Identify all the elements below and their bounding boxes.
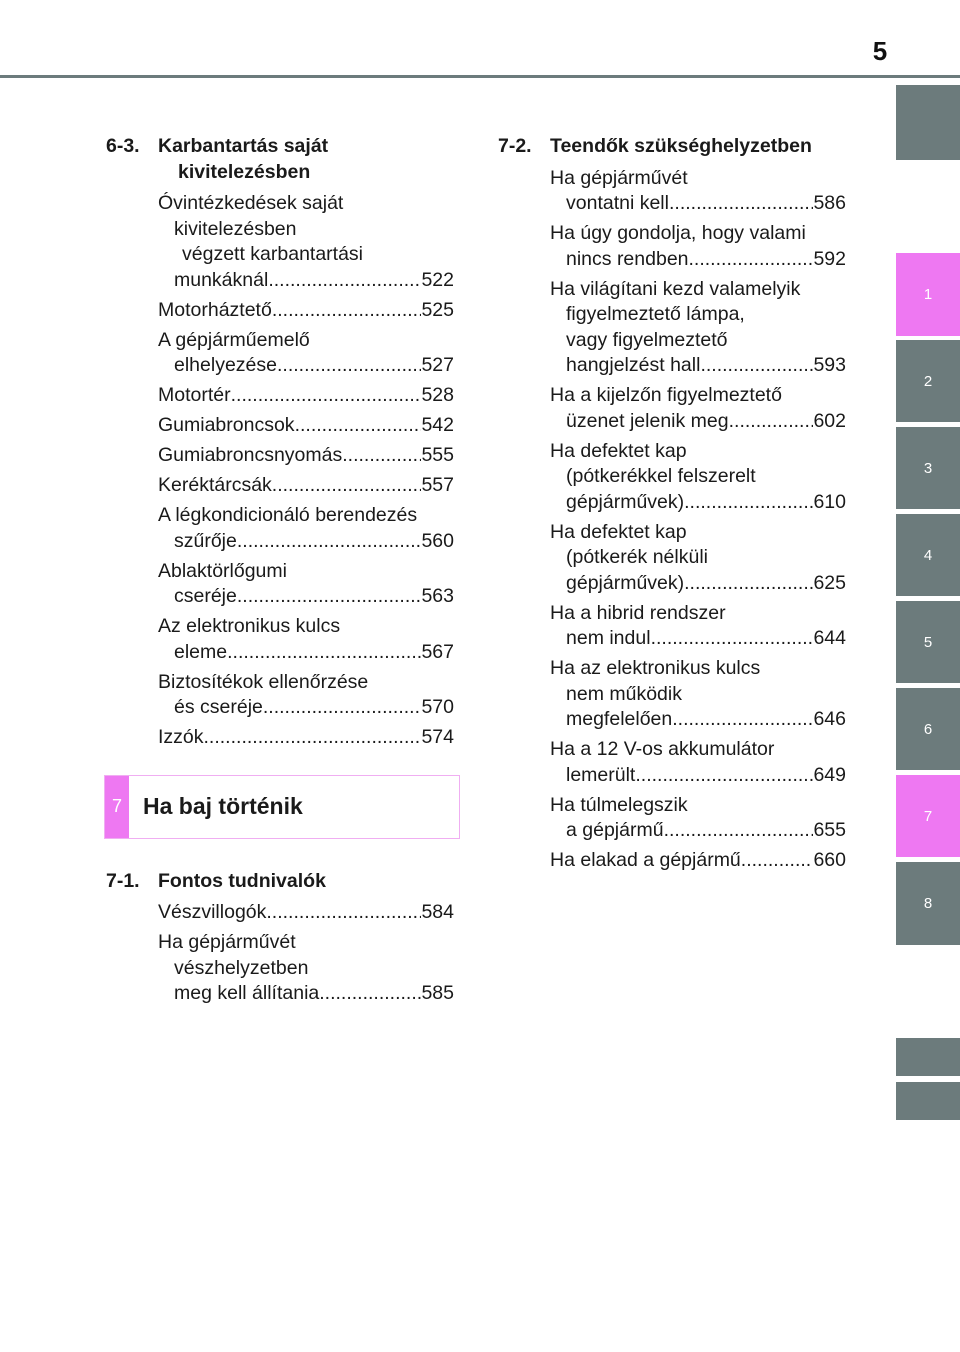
toc-entry-text: Ha a hibrid rendszer: [550, 601, 726, 624]
chapter-title: Ha baj történik: [143, 792, 303, 819]
toc-entry-text: Gumiabroncsnyomás: [158, 444, 343, 466]
dot-leader: [729, 409, 814, 435]
toc-entry-text: Ha a 12 V-os akkumulátor: [550, 738, 775, 760]
page-number: 5: [872, 36, 888, 66]
section-7-2: [498, 134, 846, 874]
toc-entry-text: eleme: [174, 640, 228, 663]
toc-entry-text: vontatni kell: [566, 192, 669, 214]
section-7-1: [106, 869, 454, 1007]
toc-page-number: 593: [813, 354, 846, 376]
dot-leader: [684, 571, 813, 597]
toc-page-number: 542: [421, 414, 454, 436]
toc-page-number: 586: [813, 192, 846, 214]
dot-leader: [635, 763, 813, 789]
toc-entry-text: Ha defektet kap: [550, 439, 687, 462]
toc-page-number: 592: [813, 247, 846, 270]
dot-leader: [263, 695, 422, 721]
toc-page-number: 602: [813, 409, 846, 432]
chapter-tab-2[interactable]: 2: [896, 340, 960, 422]
toc-entry-text: elhelyezése: [174, 354, 277, 376]
toc-entry-text: A gépjárműemelő: [158, 328, 310, 351]
toc-entry-text: cseréje: [174, 585, 237, 607]
tab-block[interactable]: [896, 85, 960, 160]
dot-leader: [277, 353, 421, 379]
toc-entry-text: hangjelzést hall: [566, 354, 701, 376]
toc-entry-text: Ha gépjárművét: [550, 166, 688, 189]
dot-leader: [227, 640, 421, 666]
toc-page-number: 646: [813, 708, 846, 730]
chapter-tab-4[interactable]: 4: [896, 514, 960, 596]
toc-entry-text: Vészvillogók: [158, 901, 267, 923]
toc-entry-text: Ha gépjárművét: [158, 931, 296, 953]
toc-entry[interactable]: [158, 930, 454, 1007]
section-heading: [106, 869, 454, 895]
toc-entry[interactable]: [158, 614, 454, 665]
toc-entry-text: a gépjármű: [566, 819, 664, 841]
section-6-3: [106, 134, 454, 751]
toc-entry-text: gépjárművek): [566, 490, 685, 513]
dot-leader: [342, 443, 421, 469]
toc-entry-text: nem indul: [566, 627, 651, 649]
toc-entry-text: Óvintézkedések saját: [158, 192, 344, 214]
toc-entry-text: végzett karbantartási: [182, 243, 364, 265]
toc-entry-text: Ha elakad a gépjármű: [550, 849, 741, 871]
dot-leader: [204, 725, 422, 751]
toc-entry[interactable]: [550, 848, 846, 874]
toc-entry-text: Izzók: [158, 726, 204, 748]
toc-page-number: 574: [421, 726, 454, 748]
toc-entry[interactable]: [158, 413, 454, 439]
toc-entry[interactable]: [550, 383, 846, 434]
section-heading: [106, 134, 454, 185]
toc-entry-text: A légkondicionáló berendezés: [158, 504, 418, 526]
toc-page-number: 560: [421, 529, 454, 552]
dot-leader: [672, 707, 813, 733]
toc-entry[interactable]: [550, 520, 846, 597]
toc-entry[interactable]: [158, 725, 454, 751]
left-column: [106, 134, 454, 1011]
toc-page-number: 525: [421, 298, 454, 321]
toc-entry[interactable]: [158, 383, 454, 409]
toc-entry-text: üzenet jelenik meg: [566, 409, 729, 432]
toc-entry-text: nincs rendben: [566, 247, 689, 270]
toc-entry-text: Ha úgy gondolja, hogy valami: [550, 222, 806, 244]
dot-leader: [319, 981, 421, 1007]
dot-leader: [295, 413, 422, 439]
toc-page-number: 644: [813, 627, 846, 649]
toc-entry-text: és cseréje: [174, 696, 263, 718]
dot-leader: [237, 529, 422, 555]
dot-leader: [231, 383, 422, 409]
section-number: 7-1.: [106, 869, 140, 892]
chapter-tab-1[interactable]: 1: [896, 253, 960, 336]
toc-entry-text: (pótkerék nélküli: [566, 546, 708, 568]
toc-entry-text: kivitelezésben: [174, 217, 297, 240]
dot-leader: [689, 247, 814, 273]
toc-entry-text: nem működik: [566, 682, 682, 705]
toc-entry-text: Ha a kijelzőn figyelmeztető: [550, 384, 782, 406]
section-number: 6-3.: [106, 135, 140, 157]
tab-block[interactable]: [896, 1038, 960, 1076]
toc-entry-text: Biztosítékok ellenőrzése: [158, 670, 369, 693]
dot-leader: [700, 353, 813, 379]
toc-entry-text: megfelelően: [566, 708, 673, 730]
chapter-tab-7[interactable]: 7: [896, 775, 960, 857]
toc-entry-text: Keréktárcsák: [158, 474, 272, 496]
section-title: Teendők szükséghelyzetben: [550, 135, 812, 157]
header-rule: [0, 75, 960, 78]
toc-entry[interactable]: [550, 737, 846, 788]
right-column: [498, 134, 846, 878]
toc-page-number: 585: [421, 982, 454, 1004]
section-heading: [498, 134, 846, 160]
toc-entry[interactable]: [550, 166, 846, 217]
toc-entry-text: szűrője: [174, 529, 237, 552]
toc-entry-text: Ha világítani kezd valamelyik: [550, 277, 801, 300]
toc-entry-text: (pótkerékkel felszerelt: [566, 465, 756, 487]
toc-entry-text: Ha túlmelegszik: [550, 793, 688, 816]
toc-entry[interactable]: [550, 439, 846, 516]
toc-entry[interactable]: [550, 221, 846, 272]
toc-page-number: 555: [421, 444, 454, 466]
toc-entry-text: munkáknál: [174, 268, 269, 291]
chapter-tab-5[interactable]: 5: [896, 601, 960, 683]
toc-entry-text: vészhelyzetben: [174, 956, 309, 979]
toc-page-number: 527: [421, 354, 454, 376]
toc-page-number: 584: [421, 901, 454, 923]
toc-entry[interactable]: [550, 601, 846, 652]
toc-entry[interactable]: [158, 900, 454, 926]
dot-leader: [272, 298, 422, 324]
toc-entry[interactable]: [550, 656, 846, 733]
dot-leader: [266, 900, 421, 926]
section-title: Fontos tudnivalók: [158, 869, 326, 892]
toc-entry-text: meg kell állítania: [174, 982, 320, 1004]
toc-page-number: 528: [421, 384, 454, 406]
section-number: 7-2.: [498, 135, 532, 157]
dot-leader: [664, 818, 814, 844]
toc-entry[interactable]: [158, 328, 454, 379]
chapter-tab-3[interactable]: 3: [896, 427, 960, 509]
dot-leader: [651, 626, 814, 652]
chapter-header: [104, 775, 460, 839]
toc-entry-text: vagy figyelmeztető: [566, 328, 728, 351]
toc-entry-text: Ablaktörlőgumi: [158, 559, 287, 582]
toc-page-number: 567: [421, 640, 454, 663]
chapter-tab-6[interactable]: 6: [896, 688, 960, 770]
tab-block[interactable]: [896, 1082, 960, 1120]
toc-entry[interactable]: [158, 443, 454, 469]
toc-entry[interactable]: [550, 793, 846, 844]
toc-entry[interactable]: [158, 670, 454, 721]
toc-page-number: 557: [421, 474, 454, 496]
dot-leader: [268, 268, 421, 294]
toc-entry-text: Ha az elektronikus kulcs: [550, 657, 761, 679]
dot-leader: [237, 584, 422, 610]
toc-entry-text: Ha defektet kap: [550, 520, 687, 543]
dot-leader: [741, 848, 814, 874]
toc-entry[interactable]: [158, 473, 454, 499]
chapter-tab-8[interactable]: 8: [896, 862, 960, 945]
toc-page-number: 522: [421, 268, 454, 291]
toc-page-number: 655: [813, 819, 846, 841]
toc-entry[interactable]: [550, 277, 846, 379]
toc-page-number: 625: [813, 571, 846, 594]
toc-page-number: 570: [421, 696, 454, 718]
dot-leader: [669, 191, 813, 217]
dot-leader: [272, 473, 422, 499]
toc-page-number: 660: [813, 849, 846, 871]
toc-page-number: 610: [813, 490, 846, 513]
chapter-number: 7: [105, 776, 129, 838]
toc-page-number: 563: [421, 585, 454, 607]
toc-entry-text: figyelmeztető lámpa,: [566, 303, 745, 325]
toc-page-number: 649: [813, 763, 846, 786]
dot-leader: [684, 490, 813, 516]
toc-entry-text: Gumiabroncsok: [158, 414, 295, 436]
toc-entry-text: Motorháztető: [158, 298, 272, 321]
toc-entry[interactable]: [158, 298, 454, 324]
toc-entry[interactable]: [158, 559, 454, 610]
toc-entry-text: lemerült: [566, 763, 636, 786]
toc-entry[interactable]: [158, 503, 454, 554]
toc-entry[interactable]: [158, 191, 454, 293]
toc-entry-text: gépjárművek): [566, 571, 685, 594]
section-title: Karbantartás saját kivitelezésben: [158, 135, 329, 183]
toc-entry-text: Motortér: [158, 384, 231, 406]
toc-entry-text: Az elektronikus kulcs: [158, 615, 341, 637]
